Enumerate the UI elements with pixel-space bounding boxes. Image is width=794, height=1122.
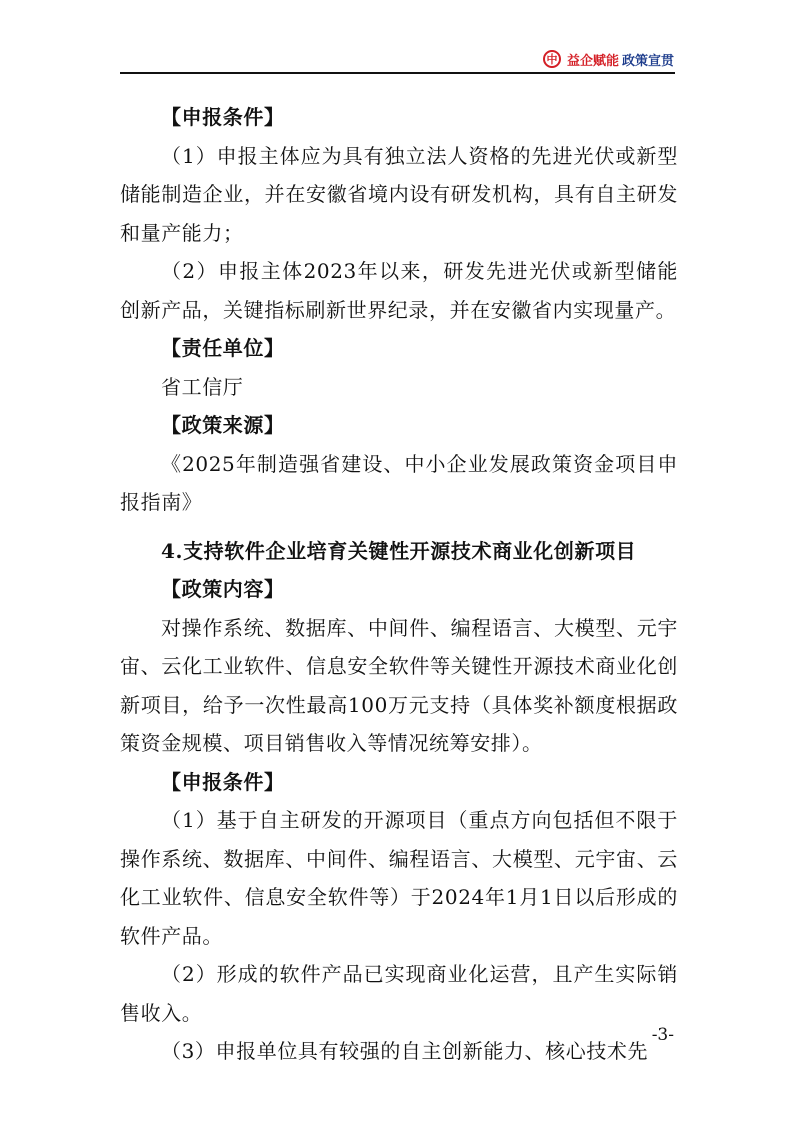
section-heading: 【责任单位】 [161,336,285,360]
paragraph: 《2025年制造强省建设、中小企业发展政策资金项目申报指南》 [120,451,678,514]
brand-name [567,50,674,69]
paragraph: （2）申报主体2023年以来，研发先进光伏或新型储能创新产品，关键指标刷新世界纪录，并在安徽省内实现量产。 [120,259,678,322]
brand-subtitle: 政策宣贯 [621,53,674,69]
paragraph: 对操作系统、数据库、中间件、编程语言、大模型、元宇宙、云化工业软件、信息安全软件等关键性开源技术商业化创新项目，给予一次性最高100万元支持（具体奖补额度根据政策资金规模、项目销售收入等情况统筹安排）。 [120,615,678,755]
paragraph: （1）基于自主研发的开源项目（重点方向包括但不限于操作系统、数据库、中间件、编程语言、大模型、元宇宙、云化工业软件、信息安全软件等）于2024年1月1日以后形成的软件产品。 [120,808,678,948]
section-heading: 【政策内容】 [161,577,285,601]
page-number: -3- [651,1025,674,1045]
section-heading: 【申报条件】 [161,105,285,129]
header-rule [120,72,675,74]
section-heading: 【政策来源】 [161,413,285,437]
paragraph: 省工信厅 [161,374,244,399]
section-heading: 【申报条件】 [161,769,285,794]
paragraph: （2）形成的软件产品已实现商业化运营，且产生实际销售收入。 [120,962,678,1025]
item-title: 4.支持软件企业培育关键性开源技术商业化创新项目 [161,538,637,563]
paragraph: （1）申报主体应为具有独立法人资格的先进光伏或新型储能制造企业，并在安徽省境内设有研发机构，具有自主研发和量产能力； [120,143,678,245]
document-body [120,98,678,1071]
brand-logo-icon: 中 [543,50,561,68]
paragraph: （3）申报单位具有较强的自主创新能力、核心技术先 [161,1039,649,1063]
page-header [543,46,674,72]
brand-title: 益企赋能 [566,53,619,69]
